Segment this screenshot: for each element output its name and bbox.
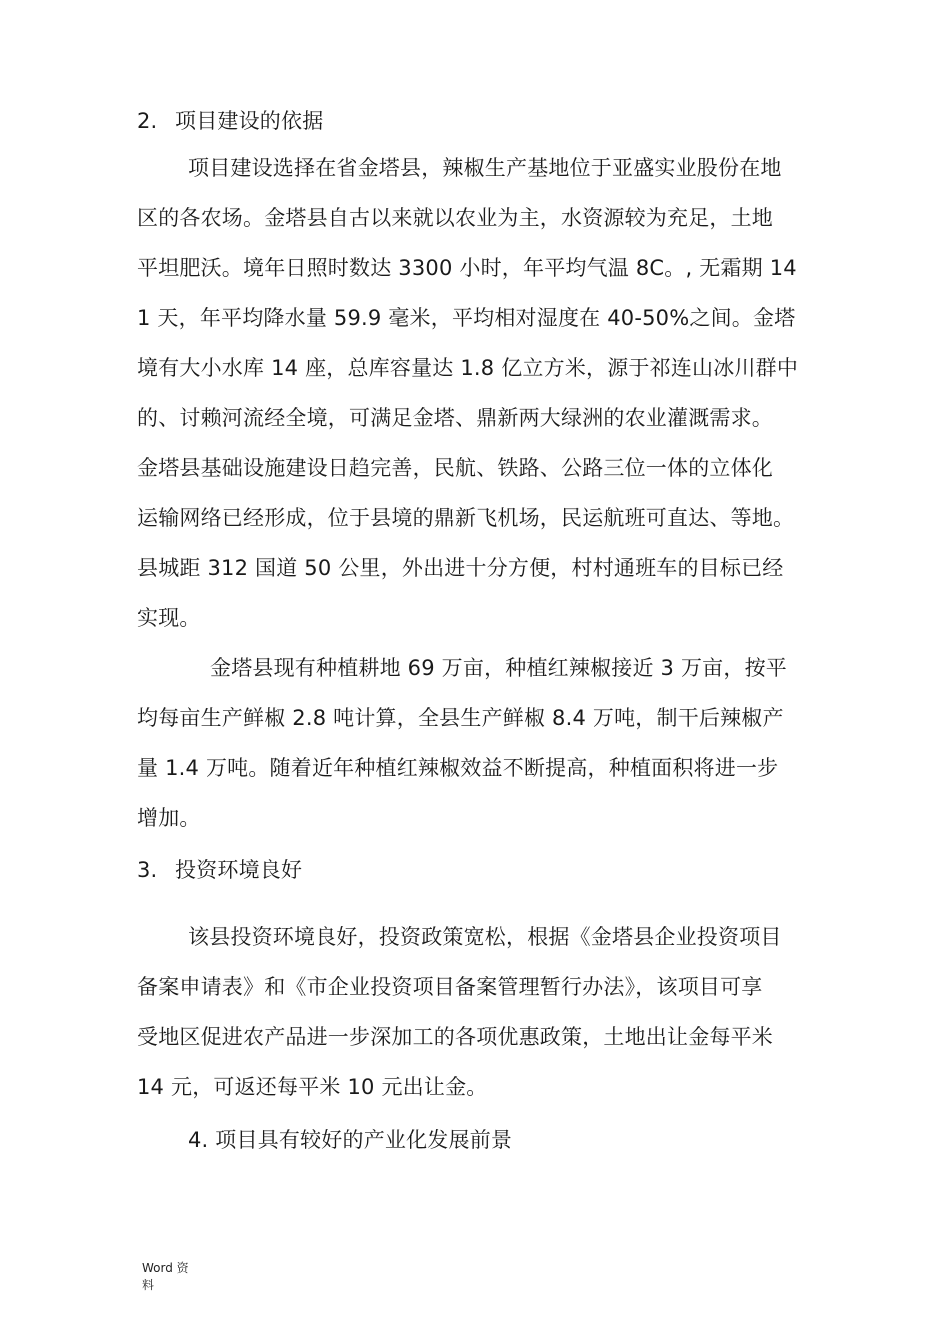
page-footer (142, 1260, 189, 1294)
paragraph-line: 境有大小水库 14 座，总库容量达 1.8 亿立方米，源于祁连山冰川群中 (137, 356, 799, 380)
paragraph-line: 增加。 (137, 806, 201, 830)
paragraph-line: 备案申请表》和《市企业投资项目备案管理暂行办法》，该项目可享 (137, 975, 763, 999)
section-3-number: 3. (137, 858, 158, 882)
paragraph-line: 金塔县基础设施建设日趋完善，民航、铁路、公路三位一体的立体化 (137, 456, 773, 480)
paragraph-line: 的、讨赖河流经全境，可满足金塔、鼎新两大绿洲的农业灌溉需求。 (137, 406, 773, 430)
paragraph-line: 项目建设选择在省金塔县，辣椒生产基地位于亚盛实业股份在地 (188, 156, 782, 180)
section-2-title: 项目建设的依据 (175, 109, 324, 133)
paragraph-line: 运输网络已经形成，位于县境的鼎新飞机场，民运航班可直达、等地。 (137, 506, 795, 530)
paragraph-line: 金塔县现有种植耕地 69 万亩，种植红辣椒接近 3 万亩，按平 (210, 656, 787, 680)
section-4-heading: 4. 项目具有较好的产业化发展前景 (188, 1128, 513, 1152)
paragraph-line: 区的各农场。金塔县自古以来就以农业为主，水资源较为充足，土地 (137, 206, 773, 230)
paragraph-line: 量 1.4 万吨。随着近年种植红辣椒效益不断提高，种植面积将进一步 (137, 756, 779, 780)
paragraph-line: 受地区促进农产品进一步深加工的各项优惠政策，土地出让金每平米 (137, 1025, 773, 1049)
section-2-heading (137, 106, 323, 136)
paragraph-line: 平坦肥沃。境年日照时数达 3300 小时，年平均气温 8C。, 无霜期 14 (137, 256, 797, 280)
footer-line-1: Word 资 (142, 1261, 189, 1275)
footer-line-2: 料 (142, 1278, 155, 1292)
paragraph-line: 该县投资环境良好，投资政策宽松，根据《金塔县企业投资项目 (188, 925, 782, 949)
paragraph-line: 14 元，可返还每平米 10 元出让金。 (137, 1075, 488, 1099)
section-3-title: 投资环境良好 (175, 858, 303, 882)
paragraph-line: 1 天，年平均降水量 59.9 毫米，平均相对湿度在 40-50%之间。金塔 (137, 306, 796, 330)
paragraph-line: 县城距 312 国道 50 公里，外出进十分方便，村村通班车的目标已经 (137, 556, 784, 580)
section-3-heading (137, 855, 302, 885)
paragraph-line: 均每亩生产鲜椒 2.8 吨计算，全县生产鲜椒 8.4 万吨，制干后辣椒产 (137, 706, 784, 730)
section-2-number: 2. (137, 109, 158, 133)
paragraph-line: 实现。 (137, 606, 201, 630)
